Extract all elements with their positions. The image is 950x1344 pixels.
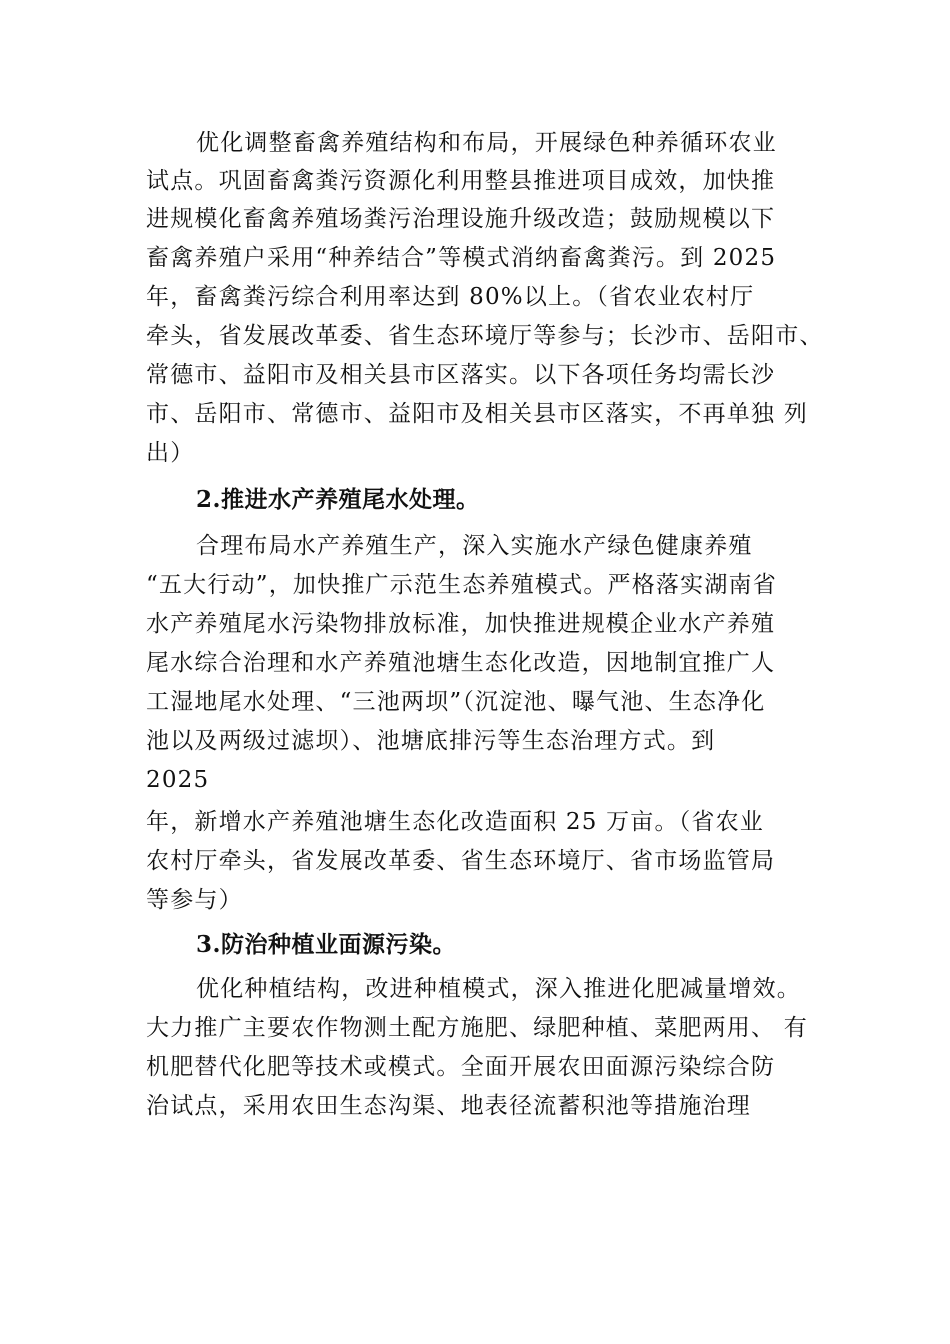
paragraph-line: 等参与） xyxy=(146,887,243,913)
paragraph-line: 年，畜禽粪污综合利用率达到 80%以上。（省农业农村厅 xyxy=(146,284,755,310)
paragraph-line: 优化调整畜禽养殖结构和布局，开展绿色种养循环农业 xyxy=(196,130,777,156)
paragraph-line: 试点。巩固畜禽粪污资源化利用整县推进项目成效，加快推 xyxy=(146,168,776,194)
section-heading-2: 2.推进水产养殖尾水处理。 xyxy=(196,486,480,513)
section-heading-3: 3.防治种植业面源污染。 xyxy=(196,931,457,958)
paragraph-line: 尾水综合治理和水产养殖池塘生态化改造，因地制宜推广人 xyxy=(146,650,776,676)
paragraph-line: 出） xyxy=(146,440,195,466)
paragraph-line: 市、岳阳市、常德市、益阳市及相关县市区落实，不再单独 列 xyxy=(146,401,808,427)
paragraph-line: 池以及两级过滤坝）、池塘底排污等生态治理方式。到 xyxy=(146,728,716,754)
paragraph-line: 常德市、益阳市及相关县市区落实。以下各项任务均需长沙 xyxy=(146,362,776,388)
paragraph-line: 治试点，采用农田生态沟渠、地表径流蓄积池等措施治理 xyxy=(146,1093,751,1119)
paragraph-line: 机肥替代化肥等技术或模式。全面开展农田面源污染综合防 xyxy=(146,1054,776,1080)
paragraph-line: 农村厅牵头，省发展改革委、省生态环境厅、省市场监管局 xyxy=(146,848,776,874)
paragraph-line: 进规模化畜禽养殖场粪污治理设施升级改造；鼓励规模以下 xyxy=(146,206,776,232)
paragraph-line: 优化种植结构，改进种植模式，深入推进化肥减量增效。 xyxy=(196,976,801,1002)
paragraph-line: 牵头，省发展改革委、省生态环境厅等参与；长沙市、岳阳市、 xyxy=(146,323,824,349)
paragraph-line: 工湿地尾水处理、“三池两坝”（沉淀池、曝气池、生态净化 xyxy=(146,689,766,715)
paragraph-line: 年，新增水产养殖池塘生态化改造面积 25 万亩。（省农业 xyxy=(146,809,764,835)
paragraph-line: 大力推广主要农作物测土配方施肥、绿肥种植、菜肥两用、 有 xyxy=(146,1015,808,1041)
paragraph-line: 2025 xyxy=(146,767,210,793)
paragraph-line: 合理布局水产养殖生产，深入实施水产绿色健康养殖 xyxy=(196,533,753,559)
paragraph-line: “五大行动”，加快推广示范生态养殖模式。严格落实湖南省 xyxy=(146,572,777,598)
paragraph-line: 水产养殖尾水污染物排放标准，加快推进规模企业水产养殖 xyxy=(146,611,776,637)
paragraph-line: 畜禽养殖户采用“种养结合”等模式消纳畜禽粪污。到 2025 xyxy=(146,245,777,271)
